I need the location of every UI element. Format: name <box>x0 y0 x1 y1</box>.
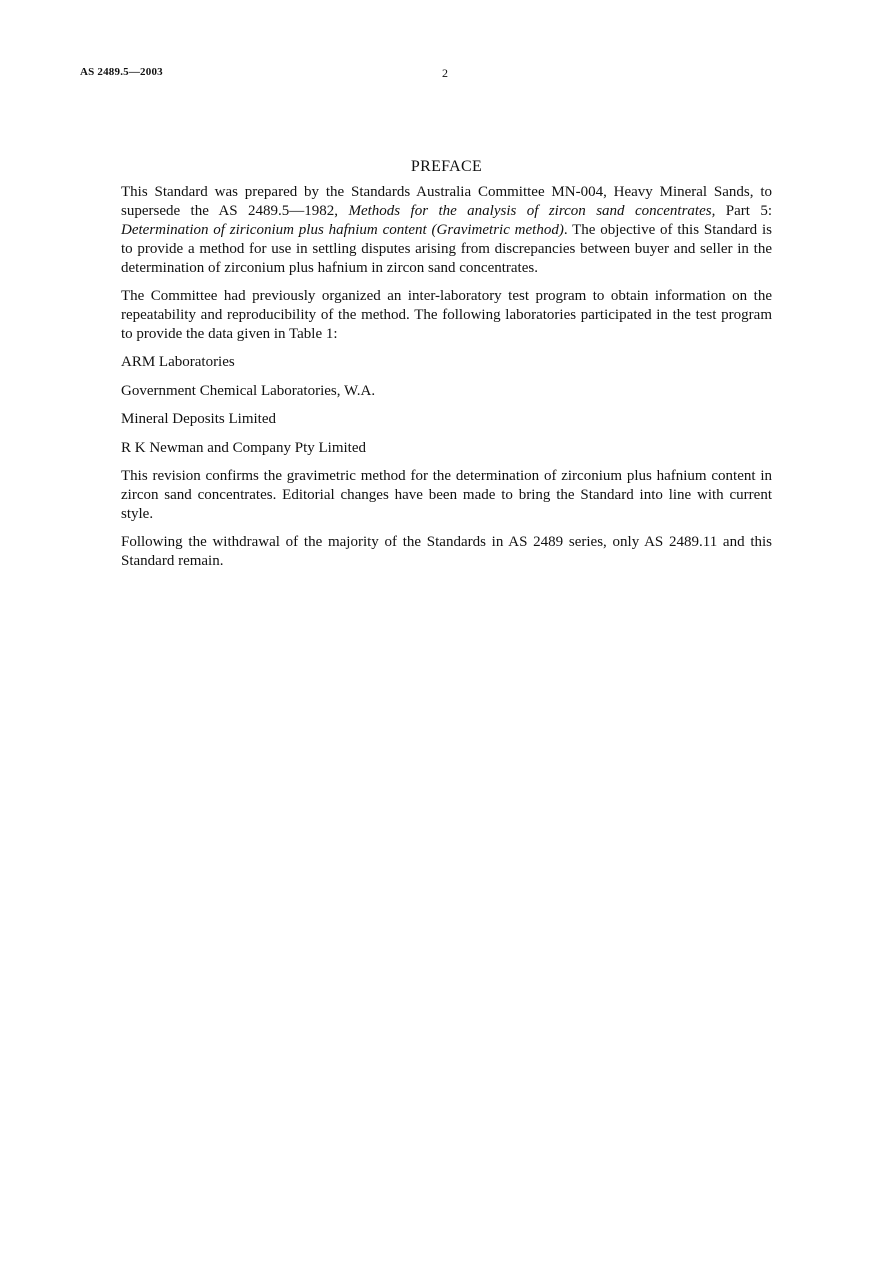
p1-text-a: This Standard was prepared by the Standards Australia Committee MN-004, Heavy Mineral Sands, to supersede the AS 2489.5—1982, <box>121 184 772 219</box>
document-id: AS 2489.5—2003 <box>80 66 163 78</box>
p1-text-c: Part 5: <box>715 203 772 219</box>
laboratory-item: Government Chemical Laboratories, W.A. <box>121 382 376 399</box>
laboratory-item: ARM Laboratories <box>121 354 235 370</box>
preface-section <box>121 156 772 580</box>
page-number: 2 <box>442 66 448 80</box>
preface-paragraph-2: The Committee had previously organized an inter-laboratory test program to obtain information on the repeatability and reproducibility of the method. The following laboratories participated in the test program to provide the data given in Table 1: <box>121 288 772 342</box>
laboratory-item: Mineral Deposits Limited <box>121 411 276 427</box>
p1-text-e: . The objective of this Standard is to provide a method for use in settling disputes arising from discrepancies between buyer and seller in the determination of zirconium plus hafnium in zircon sand concentrates. <box>121 222 772 276</box>
preface-paragraph-4: Following the withdrawal of the majority of the Standards in AS 2489 series, only AS 2489.11 and this Standard remain. <box>121 534 772 569</box>
laboratory-item: R K Newman and Company Pty Limited <box>121 439 366 456</box>
preface-paragraph-1 <box>121 183 772 278</box>
preface-paragraph-3: This revision confirms the gravimetric method for the determination of zirconium plus hafnium content in zircon sand concentrates. Editorial changes have been made to bring the Standard into line with current style. <box>121 468 772 522</box>
p1-part-italic: Determination of ziriconium plus hafnium content (Gravimetric method) <box>121 222 564 238</box>
p1-title-italic: Methods for the analysis of zircon sand concentrates, <box>348 203 716 219</box>
page-header <box>80 66 780 86</box>
preface-title: PREFACE <box>410 158 483 175</box>
